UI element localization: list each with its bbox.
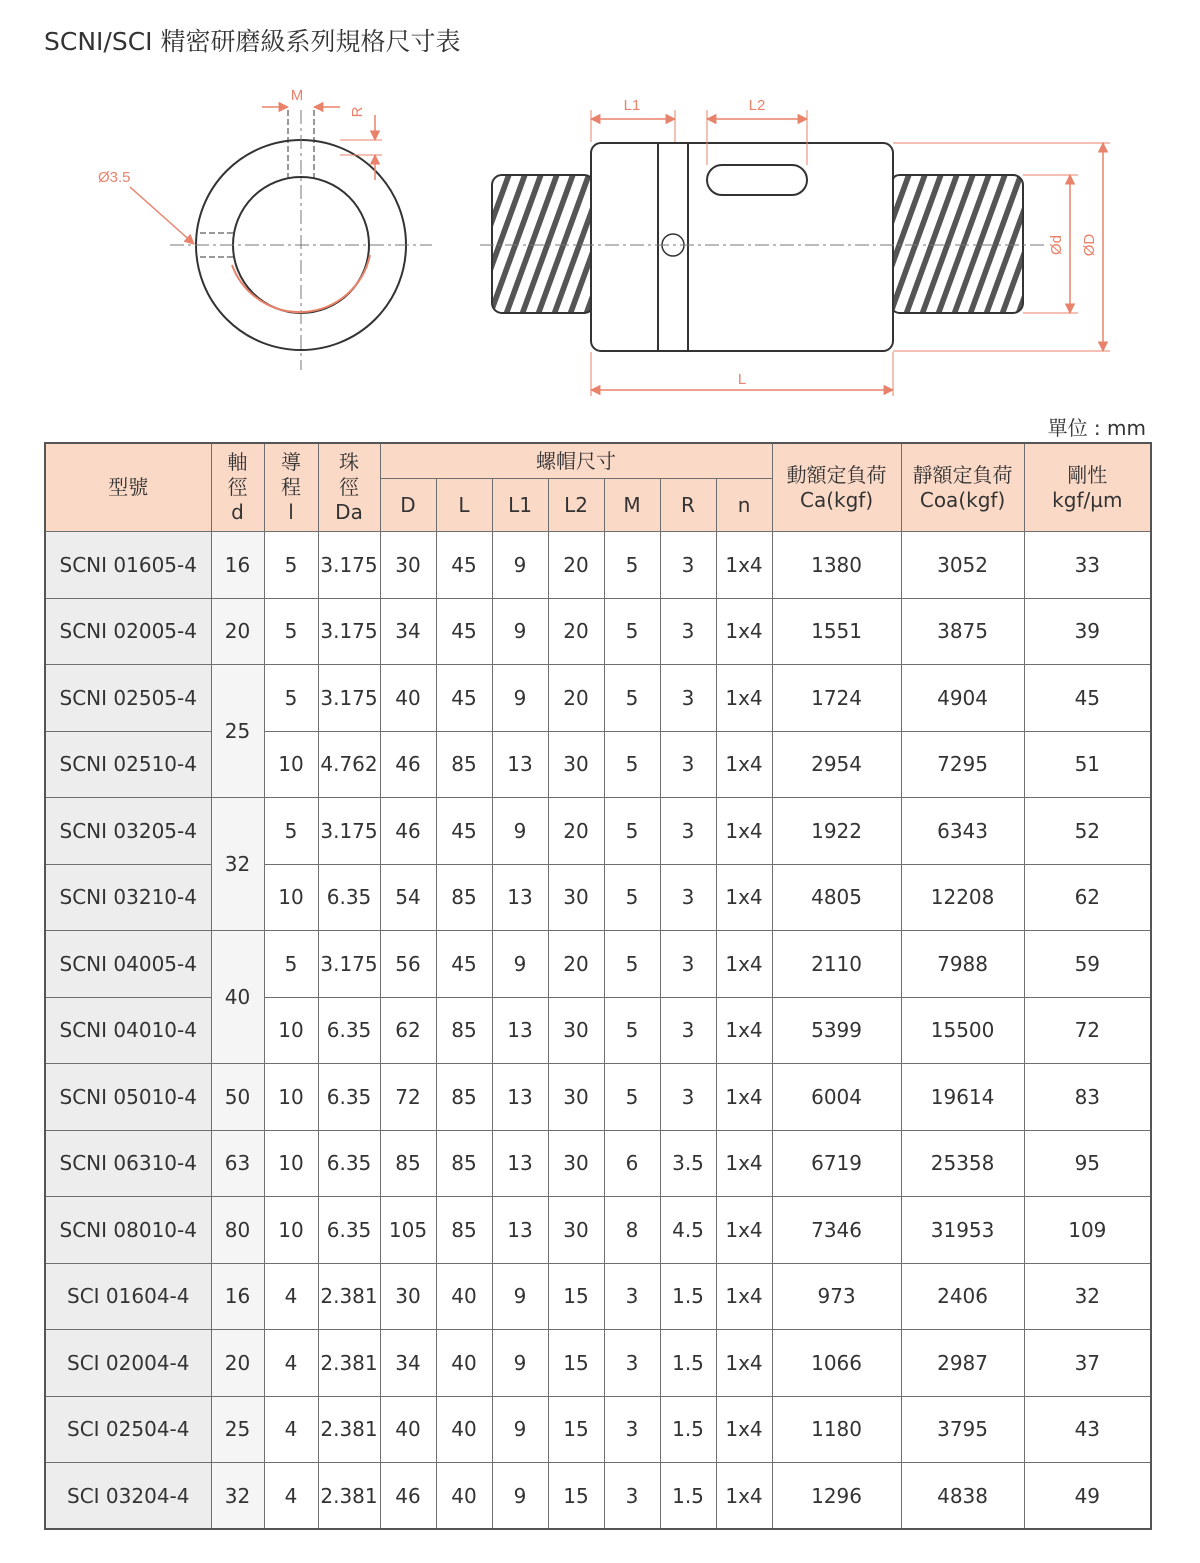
L2-cell: 20 [548, 931, 604, 998]
header-model: 型號 [45, 443, 211, 532]
coa-cell: 6343 [901, 798, 1024, 865]
L-cell: 40 [436, 1263, 492, 1330]
shaft-diameter-cell: 20 [211, 598, 264, 665]
model-cell: SCNI 05010-4 [45, 1064, 211, 1131]
header-L2: L2 [548, 479, 604, 532]
D-cell: 40 [380, 665, 436, 732]
dim-D-label: ØD [1081, 233, 1098, 257]
header-shaft: 軸 徑 d [211, 443, 264, 532]
k-cell: 52 [1024, 798, 1151, 865]
M-cell: 5 [604, 532, 660, 599]
shaft-diameter-cell: 25 [211, 1396, 264, 1463]
table-row [45, 997, 1151, 1064]
header-static-load: 靜額定負荷 Coa(kgf) [901, 443, 1024, 532]
L1-cell: 13 [492, 1064, 548, 1131]
shaft-diameter-cell: 80 [211, 1197, 264, 1264]
n-cell: 1x4 [716, 532, 772, 599]
L2-cell: 20 [548, 598, 604, 665]
technical-drawing [0, 70, 1200, 410]
L-cell: 85 [436, 1197, 492, 1264]
k-cell: 62 [1024, 864, 1151, 931]
model-cell: SCNI 04005-4 [45, 931, 211, 998]
D-cell: 46 [380, 798, 436, 865]
spec-table-body [45, 532, 1151, 1530]
M-cell: 3 [604, 1463, 660, 1530]
lead-cell: 4 [264, 1263, 318, 1330]
M-cell: 5 [604, 731, 660, 798]
dim-L1-label: L1 [623, 97, 641, 114]
R-cell: 3.5 [660, 1130, 716, 1197]
ca-cell: 1724 [772, 665, 901, 732]
R-cell: 3 [660, 532, 716, 599]
lead-cell: 4 [264, 1330, 318, 1397]
L2-cell: 20 [548, 532, 604, 599]
header-M: M [604, 479, 660, 532]
L2-cell: 30 [548, 864, 604, 931]
M-cell: 5 [604, 598, 660, 665]
M-cell: 5 [604, 931, 660, 998]
dim-M-label: M [290, 87, 304, 104]
table-row [45, 1330, 1151, 1397]
ball-cell: 6.35 [318, 1130, 380, 1197]
k-cell: 95 [1024, 1130, 1151, 1197]
ca-cell: 1066 [772, 1330, 901, 1397]
ca-cell: 1380 [772, 532, 901, 599]
coa-cell: 2987 [901, 1330, 1024, 1397]
coa-cell: 31953 [901, 1197, 1024, 1264]
L-cell: 40 [436, 1330, 492, 1397]
L1-cell: 13 [492, 731, 548, 798]
R-cell: 1.5 [660, 1463, 716, 1530]
k-cell: 109 [1024, 1197, 1151, 1264]
L2-cell: 30 [548, 731, 604, 798]
model-cell: SCNI 03210-4 [45, 864, 211, 931]
dim-d-label: Ød [1048, 234, 1065, 256]
header-lead: 導 程 l [264, 443, 318, 532]
ball-cell: 3.175 [318, 598, 380, 665]
shaft-diameter-cell: 40 [211, 931, 264, 1064]
header-dynamic-load: 動額定負荷 Ca(kgf) [772, 443, 901, 532]
D-cell: 54 [380, 864, 436, 931]
n-cell: 1x4 [716, 1064, 772, 1131]
R-cell: 3 [660, 864, 716, 931]
M-cell: 3 [604, 1330, 660, 1397]
L1-cell: 13 [492, 1130, 548, 1197]
shaft-diameter-cell: 16 [211, 1263, 264, 1330]
n-cell: 1x4 [716, 731, 772, 798]
L-cell: 40 [436, 1396, 492, 1463]
hole-diameter-label: Ø3.5 [98, 169, 131, 186]
R-cell: 1.5 [660, 1330, 716, 1397]
L-cell: 45 [436, 798, 492, 865]
model-cell: SCNI 02005-4 [45, 598, 211, 665]
D-cell: 30 [380, 1263, 436, 1330]
lead-cell: 10 [264, 864, 318, 931]
ball-cell: 6.35 [318, 1064, 380, 1131]
ca-cell: 2954 [772, 731, 901, 798]
L-cell: 85 [436, 864, 492, 931]
L2-cell: 15 [548, 1463, 604, 1530]
L2-cell: 20 [548, 665, 604, 732]
n-cell: 1x4 [716, 1263, 772, 1330]
lead-cell: 10 [264, 1064, 318, 1131]
L2-cell: 30 [548, 1064, 604, 1131]
table-row [45, 931, 1151, 998]
M-cell: 5 [604, 798, 660, 865]
n-cell: 1x4 [716, 997, 772, 1064]
lead-cell: 10 [264, 1130, 318, 1197]
lead-cell: 5 [264, 931, 318, 998]
page-title: SCNI/SCI 精密研磨級系列規格尺寸表 [44, 27, 461, 56]
model-cell: SCNI 06310-4 [45, 1130, 211, 1197]
coa-cell: 19614 [901, 1064, 1024, 1131]
k-cell: 49 [1024, 1463, 1151, 1530]
L1-cell: 9 [492, 532, 548, 599]
n-cell: 1x4 [716, 1330, 772, 1397]
n-cell: 1x4 [716, 598, 772, 665]
coa-cell: 4904 [901, 665, 1024, 732]
n-cell: 1x4 [716, 798, 772, 865]
ca-cell: 4805 [772, 864, 901, 931]
ca-cell: 1551 [772, 598, 901, 665]
L-cell: 85 [436, 1130, 492, 1197]
n-cell: 1x4 [716, 665, 772, 732]
table-row [45, 1197, 1151, 1264]
model-cell: SCI 01604-4 [45, 1263, 211, 1330]
R-cell: 3 [660, 997, 716, 1064]
D-cell: 34 [380, 1330, 436, 1397]
L1-cell: 13 [492, 864, 548, 931]
shaft-diameter-cell: 20 [211, 1330, 264, 1397]
coa-cell: 7988 [901, 931, 1024, 998]
ball-cell: 4.762 [318, 731, 380, 798]
k-cell: 39 [1024, 598, 1151, 665]
L1-cell: 9 [492, 665, 548, 732]
table-row [45, 798, 1151, 865]
table-row [45, 1396, 1151, 1463]
ball-cell: 6.35 [318, 1197, 380, 1264]
table-row [45, 731, 1151, 798]
M-cell: 3 [604, 1263, 660, 1330]
table-row [45, 665, 1151, 732]
M-cell: 5 [604, 864, 660, 931]
table-row [45, 1130, 1151, 1197]
ball-cell: 3.175 [318, 532, 380, 599]
coa-cell: 7295 [901, 731, 1024, 798]
L2-cell: 30 [548, 1130, 604, 1197]
M-cell: 6 [604, 1130, 660, 1197]
header-R: R [660, 479, 716, 532]
ball-cell: 6.35 [318, 997, 380, 1064]
lead-cell: 5 [264, 665, 318, 732]
R-cell: 4.5 [660, 1197, 716, 1264]
L2-cell: 15 [548, 1263, 604, 1330]
D-cell: 105 [380, 1197, 436, 1264]
n-cell: 1x4 [716, 1197, 772, 1264]
ball-cell: 2.381 [318, 1463, 380, 1530]
coa-cell: 12208 [901, 864, 1024, 931]
shaft-diameter-cell: 63 [211, 1130, 264, 1197]
k-cell: 83 [1024, 1064, 1151, 1131]
ca-cell: 5399 [772, 997, 901, 1064]
D-cell: 85 [380, 1130, 436, 1197]
D-cell: 62 [380, 997, 436, 1064]
L2-cell: 30 [548, 1197, 604, 1264]
k-cell: 37 [1024, 1330, 1151, 1397]
L1-cell: 9 [492, 1263, 548, 1330]
unit-label: 單位 : mm [1047, 416, 1146, 440]
L1-cell: 9 [492, 598, 548, 665]
model-cell: SCNI 04010-4 [45, 997, 211, 1064]
lead-cell: 10 [264, 731, 318, 798]
coa-cell: 3875 [901, 598, 1024, 665]
table-row [45, 1463, 1151, 1530]
ca-cell: 6719 [772, 1130, 901, 1197]
table-row [45, 1263, 1151, 1330]
model-cell: SCNI 02505-4 [45, 665, 211, 732]
L1-cell: 9 [492, 1396, 548, 1463]
header-n: n [716, 479, 772, 532]
D-cell: 46 [380, 1463, 436, 1530]
D-cell: 72 [380, 1064, 436, 1131]
header-D: D [380, 479, 436, 532]
ca-cell: 973 [772, 1263, 901, 1330]
table-row [45, 864, 1151, 931]
k-cell: 51 [1024, 731, 1151, 798]
L-cell: 45 [436, 665, 492, 732]
L2-cell: 15 [548, 1330, 604, 1397]
R-cell: 1.5 [660, 1263, 716, 1330]
M-cell: 5 [604, 997, 660, 1064]
ca-cell: 1180 [772, 1396, 901, 1463]
ca-cell: 1296 [772, 1463, 901, 1530]
L2-cell: 30 [548, 997, 604, 1064]
lead-cell: 10 [264, 997, 318, 1064]
ball-cell: 2.381 [318, 1330, 380, 1397]
L1-cell: 9 [492, 1463, 548, 1530]
k-cell: 59 [1024, 931, 1151, 998]
n-cell: 1x4 [716, 864, 772, 931]
model-cell: SCI 02504-4 [45, 1396, 211, 1463]
ball-cell: 6.35 [318, 864, 380, 931]
lead-cell: 5 [264, 598, 318, 665]
header-rigidity: 剛性 kgf/µm [1024, 443, 1151, 532]
model-cell: SCNI 08010-4 [45, 1197, 211, 1264]
shaft-diameter-cell: 25 [211, 665, 264, 798]
dim-R-label: R [349, 106, 366, 118]
ca-cell: 1922 [772, 798, 901, 865]
L1-cell: 9 [492, 931, 548, 998]
L-cell: 85 [436, 1064, 492, 1131]
R-cell: 3 [660, 665, 716, 732]
model-cell: SCNI 02510-4 [45, 731, 211, 798]
table-row [45, 1064, 1151, 1131]
L-cell: 40 [436, 1463, 492, 1530]
ball-cell: 3.175 [318, 665, 380, 732]
R-cell: 3 [660, 731, 716, 798]
dim-L-label: L [737, 371, 747, 388]
M-cell: 5 [604, 1064, 660, 1131]
L1-cell: 9 [492, 1330, 548, 1397]
coa-cell: 3052 [901, 532, 1024, 599]
L1-cell: 9 [492, 798, 548, 865]
R-cell: 3 [660, 931, 716, 998]
k-cell: 43 [1024, 1396, 1151, 1463]
D-cell: 34 [380, 598, 436, 665]
M-cell: 3 [604, 1396, 660, 1463]
n-cell: 1x4 [716, 931, 772, 998]
header-L: L [436, 479, 492, 532]
model-cell: SCI 02004-4 [45, 1330, 211, 1397]
lead-cell: 10 [264, 1197, 318, 1264]
L-cell: 45 [436, 931, 492, 998]
coa-cell: 2406 [901, 1263, 1024, 1330]
R-cell: 3 [660, 1064, 716, 1131]
k-cell: 45 [1024, 665, 1151, 732]
nut-side-view [480, 97, 1110, 396]
L-cell: 45 [436, 532, 492, 599]
M-cell: 5 [604, 665, 660, 732]
R-cell: 1.5 [660, 1396, 716, 1463]
table-row [45, 598, 1151, 665]
L-cell: 85 [436, 731, 492, 798]
ca-cell: 6004 [772, 1064, 901, 1131]
shaft-diameter-cell: 32 [211, 1463, 264, 1530]
lead-cell: 4 [264, 1463, 318, 1530]
n-cell: 1x4 [716, 1130, 772, 1197]
D-cell: 56 [380, 931, 436, 998]
n-cell: 1x4 [716, 1396, 772, 1463]
k-cell: 32 [1024, 1263, 1151, 1330]
header-ball: 珠 徑 Da [318, 443, 380, 532]
D-cell: 46 [380, 731, 436, 798]
shaft-diameter-cell: 50 [211, 1064, 264, 1131]
shaft-diameter-cell: 32 [211, 798, 264, 931]
D-cell: 30 [380, 532, 436, 599]
ball-cell: 2.381 [318, 1263, 380, 1330]
ca-cell: 2110 [772, 931, 901, 998]
dim-L2-label: L2 [748, 97, 766, 114]
lead-cell: 4 [264, 1396, 318, 1463]
R-cell: 3 [660, 598, 716, 665]
D-cell: 40 [380, 1396, 436, 1463]
table-row [45, 532, 1151, 599]
k-cell: 72 [1024, 997, 1151, 1064]
model-cell: SCI 03204-4 [45, 1463, 211, 1530]
model-cell: SCNI 01605-4 [45, 532, 211, 599]
L2-cell: 15 [548, 1396, 604, 1463]
ca-cell: 7346 [772, 1197, 901, 1264]
L-cell: 45 [436, 598, 492, 665]
coa-cell: 4838 [901, 1463, 1024, 1530]
L1-cell: 13 [492, 1197, 548, 1264]
coa-cell: 25358 [901, 1130, 1024, 1197]
ball-cell: 2.381 [318, 1396, 380, 1463]
lead-cell: 5 [264, 798, 318, 865]
shaft-diameter-cell: 16 [211, 532, 264, 599]
header-L1: L1 [492, 479, 548, 532]
coa-cell: 3795 [901, 1396, 1024, 1463]
R-cell: 3 [660, 798, 716, 865]
nut-end-view [98, 87, 432, 370]
coa-cell: 15500 [901, 997, 1024, 1064]
model-cell: SCNI 03205-4 [45, 798, 211, 865]
spec-table [44, 442, 1152, 1530]
L2-cell: 20 [548, 798, 604, 865]
ball-cell: 3.175 [318, 798, 380, 865]
L1-cell: 13 [492, 997, 548, 1064]
n-cell: 1x4 [716, 1463, 772, 1530]
header-nut-group: 螺帽尺寸 [380, 443, 772, 479]
ball-cell: 3.175 [318, 931, 380, 998]
M-cell: 8 [604, 1197, 660, 1264]
k-cell: 33 [1024, 532, 1151, 599]
lead-cell: 5 [264, 532, 318, 599]
L-cell: 85 [436, 997, 492, 1064]
